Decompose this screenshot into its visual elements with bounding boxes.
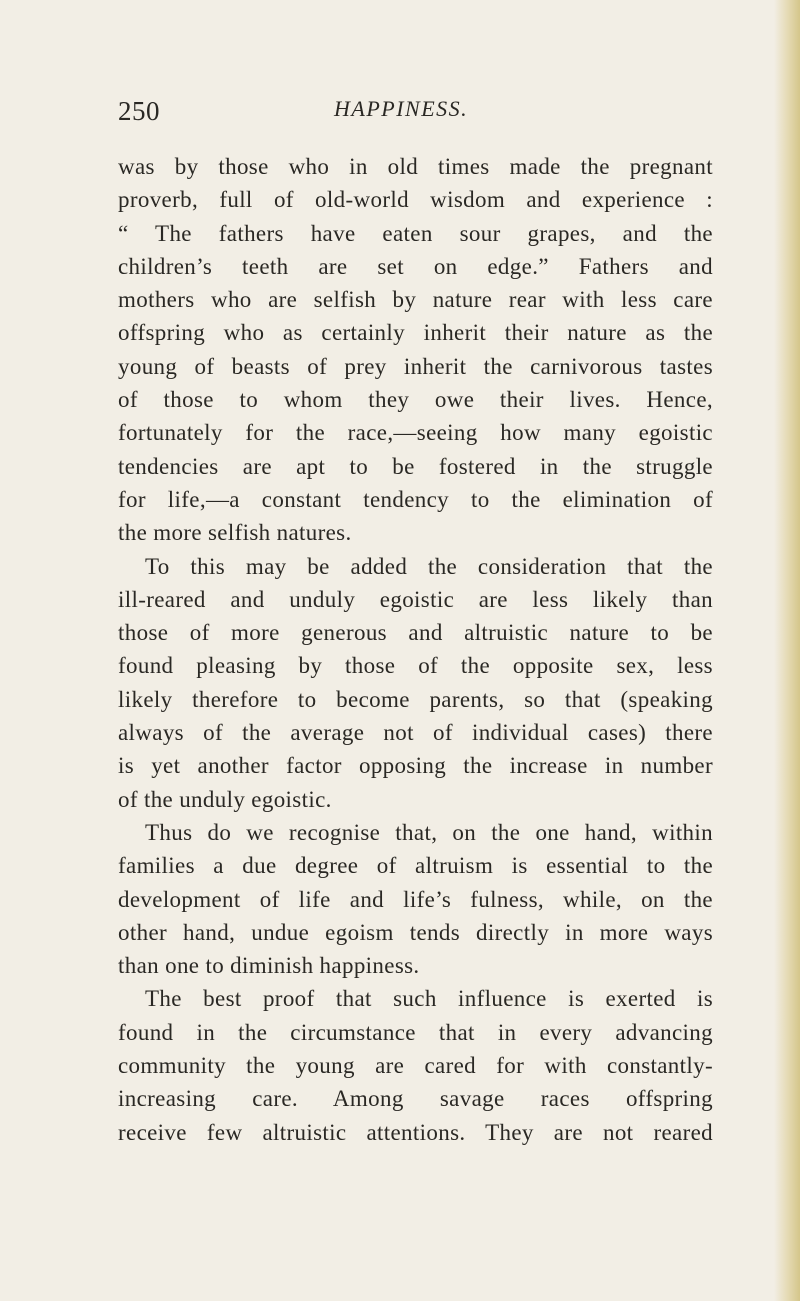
text-line: than one to diminish happiness. (118, 953, 420, 979)
text-line: mothers who are selfish by nature rear with less care (118, 287, 713, 313)
running-title: HAPPINESS. (334, 96, 469, 121)
text-line: ill-reared and unduly egoistic are less likely than (118, 586, 713, 612)
text-line: found in the circumstance that in every advancing (118, 1019, 713, 1045)
text-line: of those to whom they owe their lives. Hence, (118, 387, 713, 413)
text-line: other hand, undue egoism tends directly in more ways (118, 919, 713, 945)
text-line: fortunately for the race,—seeing how many egoistic (118, 420, 713, 446)
page-edge (774, 0, 800, 1301)
text-line: always of the average not of individual cases) there (118, 720, 713, 746)
text-line: those of more generous and altruistic nature to be (118, 620, 713, 646)
text-line: the more selfish natures. (118, 520, 352, 546)
text-line: receive few altruistic attentions. They are not reared (118, 1119, 713, 1145)
text-line: “ The fathers have eaten sour grapes, and the (118, 220, 713, 246)
text-line: Thus do we recognise that, on the one hand, within (145, 819, 713, 845)
body-text (118, 150, 713, 1149)
text-line: increasing care. Among savage races offspring (118, 1086, 713, 1112)
text-line: children’s teeth are set on edge.” Fathers and (118, 253, 713, 279)
text-line: found pleasing by those of the opposite sex, less (118, 653, 713, 679)
text-line: is yet another factor opposing the increase in number (118, 753, 713, 779)
running-head (118, 96, 678, 128)
text-line: development of life and life’s fulness, while, on the (118, 886, 713, 912)
text-line: families a due degree of altruism is essential to the (118, 853, 713, 879)
text-line: young of beasts of prey inherit the carnivorous tastes (118, 353, 713, 379)
text-line: was by those who in old times made the pregnant (118, 154, 713, 179)
text-line: proverb, full of old-world wisdom and experience : (118, 187, 713, 213)
text-line: likely therefore to become parents, so that (speaking (118, 686, 713, 712)
text-line: To this may be added the consideration that the (145, 553, 713, 579)
text-line: tendencies are apt to be fostered in the struggle (118, 453, 713, 479)
page-number: 250 (118, 96, 160, 126)
text-line: offspring who as certainly inherit their nature as the (118, 320, 713, 346)
text-line: community the young are cared for with constantly- (118, 1053, 713, 1079)
text-line: The best proof that such influence is exerted is (145, 986, 713, 1012)
text-line: for life,—a constant tendency to the elimination of (118, 486, 713, 512)
text-line: of the unduly egoistic. (118, 786, 332, 812)
